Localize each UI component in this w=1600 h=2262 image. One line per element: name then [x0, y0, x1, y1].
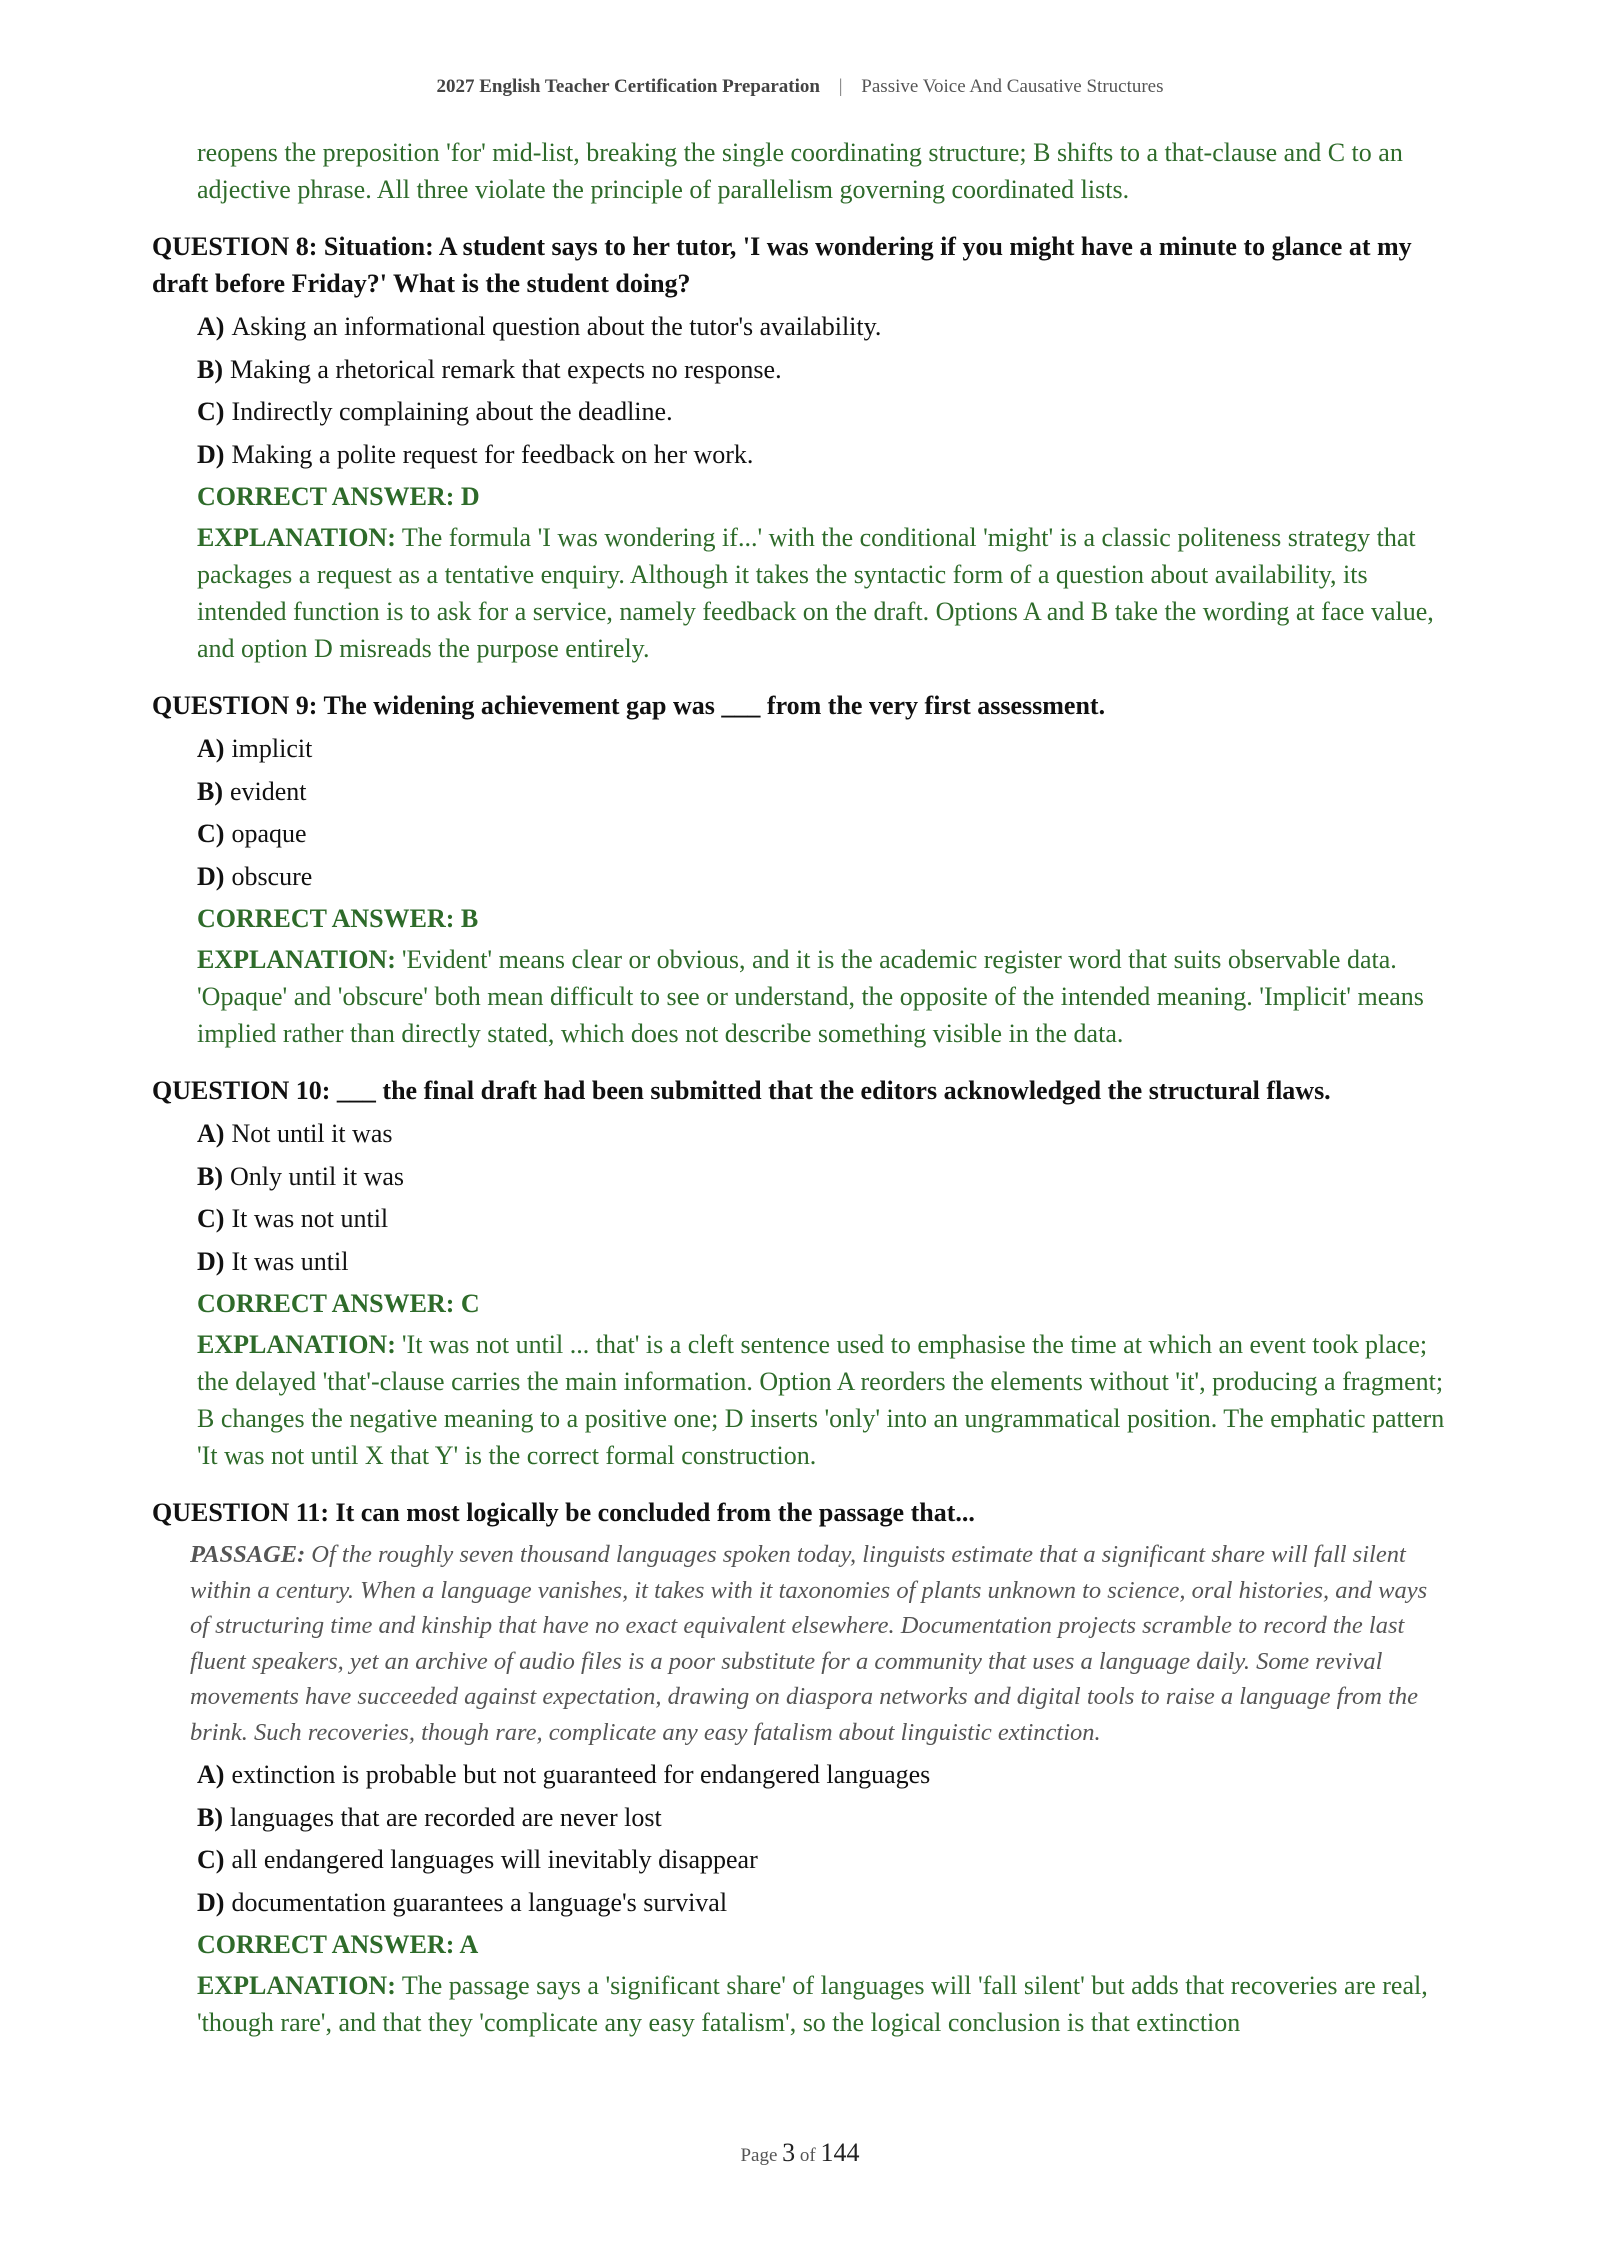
question-title: QUESTION 10: ___ the final draft had been submitted that the editors acknowledged the structural flaws.	[152, 1076, 1331, 1105]
correct-answer-label: CORRECT ANSWER:	[197, 904, 455, 933]
passage-text: Of the roughly seven thousand languages spoken today, linguists estimate that a significant share will fall silent within a century. When a language vanishes, it takes with it taxonomies of plants unknown to science, oral histories, and ways of structuring time and kinship that have no exact equivalent elsewhere. Documentation projects scramble to record the last fluent speakers, yet an archive of audio files is a poor substitute for a community that uses a language daily. Some revival movements have succeeded against expectation, drawing on diaspora networks and digital tools to raise a language from the brink. Such recoveries, though rare, complicate any easy fatalism about linguistic extinction.	[190, 1541, 1428, 1746]
header-title: 2027 English Teacher Certification Preparation	[436, 76, 820, 97]
header-subtitle: Passive Voice And Causative Structures	[861, 76, 1164, 97]
option-letter: A)	[197, 734, 225, 763]
option-letter: D)	[197, 1887, 225, 1917]
option-text: all endangered languages will inevitably disappear	[231, 1845, 758, 1874]
question-title: QUESTION 9: The widening achievement gap was ___ from the very first assessment.	[152, 691, 1106, 720]
option-letter: D)	[197, 439, 225, 469]
option-text: It was until	[231, 1246, 349, 1276]
correct-answer-label: CORRECT ANSWER:	[197, 1289, 455, 1318]
option-letter: A)	[197, 1119, 225, 1148]
correct-answer-value: C	[460, 1289, 480, 1318]
option-a[interactable]	[197, 306, 1452, 349]
option-text: Making a rhetorical remark that expects no response.	[230, 354, 782, 384]
option-c[interactable]	[197, 391, 1452, 434]
option-text: opaque	[231, 819, 307, 848]
option-list	[197, 1754, 1452, 1924]
option-letter: C)	[197, 1204, 225, 1233]
explanation-text: 'Evident' means clear or obvious, and it is the academic register word that suits observable data. 'Opaque' and 'obscure' both mean difficult to see or understand, the opposite of the intended meaning. 'Implicit' means implied rather than directly stated, which does not describe something visible in the data.	[197, 945, 1424, 1048]
correct-answer	[197, 1924, 1452, 1966]
option-c[interactable]	[197, 813, 1452, 856]
option-text: Asking an informational question about the tutor's availability.	[231, 312, 882, 341]
page-footer	[0, 2138, 1600, 2168]
option-letter: C)	[197, 397, 225, 426]
option-d[interactable]	[197, 856, 1452, 899]
option-letter: B)	[197, 354, 223, 384]
option-letter: A)	[197, 312, 225, 341]
question-8	[152, 228, 1452, 667]
explanation-text: 'It was not until ... that' is a cleft sentence used to emphasise the time at which an event took place; the delayed 'that'-clause carries the main information. Option A reorders the elements without 'it', producing a fragment; B changes the negative meaning to a positive one; D inserts 'only' into an ungrammatical position. The emphatic pattern 'It was not until X that Y' is the correct formal construction.	[197, 1330, 1445, 1470]
correct-answer	[197, 476, 1452, 518]
option-a[interactable]	[197, 728, 1452, 771]
option-c[interactable]	[197, 1839, 1452, 1882]
option-letter: C)	[197, 1845, 225, 1874]
correct-answer-value: B	[460, 904, 479, 933]
option-d[interactable]	[197, 434, 1452, 477]
option-letter: B)	[197, 1802, 223, 1832]
page-word: Page	[740, 2145, 778, 2166]
explanation-label: EXPLANATION:	[197, 1330, 396, 1359]
page-header	[0, 76, 1600, 98]
option-text: Indirectly complaining about the deadline.	[231, 397, 673, 426]
continued-explanation: reopens the preposition 'for' mid-list, breaking the single coordinating structure; B shifts to a that-clause and C to an adjective phrase. All three violate the principle of parallelism governing coordinated lists.	[197, 138, 1403, 204]
correct-answer-label: CORRECT ANSWER:	[197, 482, 455, 511]
correct-answer	[197, 898, 1452, 940]
option-a[interactable]	[197, 1754, 1452, 1797]
option-b[interactable]	[197, 771, 1452, 814]
explanation	[197, 1967, 1452, 2041]
option-list	[197, 306, 1452, 476]
option-b[interactable]	[197, 1156, 1452, 1199]
option-text: implicit	[231, 734, 313, 763]
option-letter: D)	[197, 861, 225, 891]
option-letter: C)	[197, 819, 225, 848]
option-text: It was not until	[231, 1204, 389, 1233]
option-letter: B)	[197, 1161, 223, 1191]
option-text: documentation guarantees a language's survival	[231, 1887, 728, 1917]
question-title: QUESTION 8: Situation: A student says to her tutor, 'I was wondering if you might have a minute to glance at my draft before Friday?' What is the student doing?	[152, 232, 1412, 298]
explanation-text: The passage says a 'significant share' of languages will 'fall silent' but adds that recoveries are real, 'though rare', and that they 'complicate any easy fatalism', so the logical conclusion is that extinction	[197, 1971, 1428, 2037]
of-word: of	[799, 2145, 816, 2166]
explanation	[197, 1326, 1452, 1474]
correct-answer-value: A	[459, 1930, 479, 1959]
option-letter: A)	[197, 1760, 225, 1789]
correct-answer-label: CORRECT ANSWER:	[197, 1930, 455, 1959]
option-text: extinction is probable but not guaranteed for endangered languages	[231, 1760, 931, 1789]
question-10	[152, 1072, 1452, 1474]
option-text: languages that are recorded are never lost	[230, 1802, 662, 1832]
question-9	[152, 687, 1452, 1052]
header-separator: |	[838, 76, 843, 97]
question-11	[152, 1494, 1452, 2041]
passage-label: PASSAGE:	[190, 1541, 306, 1568]
option-letter: D)	[197, 1246, 225, 1276]
option-text: Making a polite request for feedback on her work.	[231, 439, 754, 469]
page-content	[152, 134, 1452, 2041]
option-a[interactable]	[197, 1113, 1452, 1156]
explanation-label: EXPLANATION:	[197, 523, 396, 552]
option-list	[197, 728, 1452, 898]
option-list	[197, 1113, 1452, 1283]
correct-answer-value: D	[460, 482, 480, 511]
explanation	[197, 941, 1452, 1052]
total-pages: 144	[820, 2138, 860, 2167]
explanation-label: EXPLANATION:	[197, 1971, 396, 2000]
option-text: Only until it was	[230, 1161, 405, 1191]
question-title: QUESTION 11: It can most logically be concluded from the passage that...	[152, 1498, 975, 1527]
page-number: 3	[782, 2138, 796, 2167]
option-text: Not until it was	[231, 1119, 393, 1148]
correct-answer	[197, 1283, 1452, 1325]
option-d[interactable]	[197, 1241, 1452, 1284]
explanation-text: The formula 'I was wondering if...' with the conditional 'might' is a classic politeness strategy that packages a request as a tentative enquiry. Although it takes the syntactic form of a question about availability, its intended function is to ask for a service, namely feedback on the draft. Options A and B take the wording at face value, and option D misreads the purpose entirely.	[197, 523, 1434, 663]
option-b[interactable]	[197, 1797, 1452, 1840]
option-c[interactable]	[197, 1198, 1452, 1241]
explanation-label: EXPLANATION:	[197, 945, 396, 974]
option-text: obscure	[231, 861, 313, 891]
option-d[interactable]	[197, 1882, 1452, 1925]
option-b[interactable]	[197, 349, 1452, 392]
explanation	[197, 519, 1452, 667]
reading-passage	[190, 1537, 1452, 1750]
option-text: evident	[230, 776, 307, 806]
option-letter: B)	[197, 776, 223, 806]
